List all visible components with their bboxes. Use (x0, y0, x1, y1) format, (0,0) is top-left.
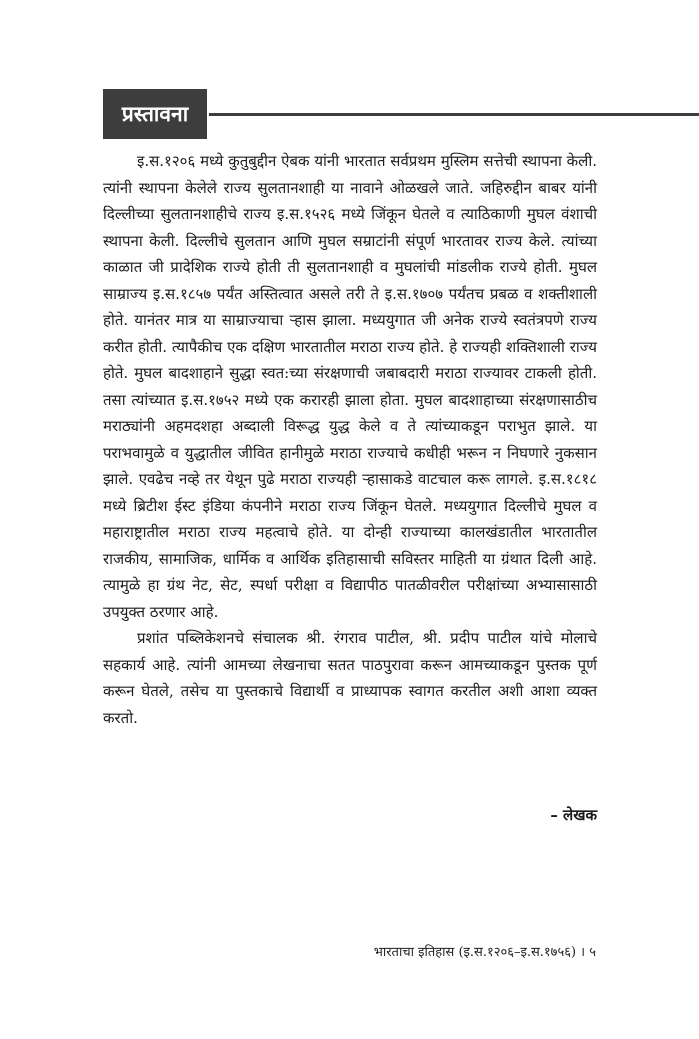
heading-divider (209, 113, 699, 116)
paragraph-acknowledgement: प्रशांत पब्लिकेशनचे संचालक श्री. रंगराव पाटील, श्री. प्रदीप पाटील यांचे मोलाचे सहकार्य आहे. त्यांनी आमच्या लेखनाचा सतत पाठपुरावा करून आमच्याकडून पुस्तक पूर्ण करून घेतले, तसेच या पुस्तकाचे विद्यार्थी व प्राध्यापक स्वागत करतील अशी आशा व्यक्त करतो. (103, 629, 597, 727)
section-heading (103, 89, 699, 139)
paragraph-history: इ.स.१२०६ मध्ये कुतुबुद्दीन ऐबक यांनी भारतात सर्वप्रथम मुस्लिम सत्तेची स्थापना केली. त्यांनी स्थापना केलेले राज्य सुलतानशाही या नावाने ओळखले जाते. जहिरुद्दीन बाबर यांनी दिल्लीच्या सुलतानशाहीचे राज्य इ.स.१५२६ मध्ये जिंकून घेतले व त्याठिकाणी मुघल वंशाची स्थापना केली. दिल्लीचे सुलतान आणि मुघल सम्राटांनी संपूर्ण भारतावर राज्य केले. त्यांच्या काळात जी प्रादेशिक राज्ये होती ती सुलतानशाही व मुघलांची मांडलीक राज्ये होती. मुघल साम्राज्य इ.स.१८५७ पर्यंत अस्तित्वात असले तरी ते इ.स.१७०७ पर्यंतच प्रबळ व शक्तीशाली होते. यानंतर मात्र या साम्राज्याचा ऱ्हास झाला. मध्ययुगात जी अनेक राज्ये स्वतंत्रपणे राज्य करीत होती. त्यापैकीच एक दक्षिण भारतातील मराठा राज्य होते. हे राज्यही शक्तिशाली राज्य होते. मुघल बादशाहाने सुद्धा स्वत:च्या संरक्षणाची जबाबदारी मराठा राज्यावर टाकली होती. तसा त्यांच्यात इ.स.१७५२ मध्ये एक करारही झाला होता. मुघल बादशाहाच्या संरक्षणासाठीच मराठ्यांनी अहमदशहा अब्दाली विरूद्ध युद्ध केले व ते त्यांच्याकडून पराभुत झाले. या पराभवामुळे व युद्धातील जीवित हानीमुळे मराठा राज्याचे कधीही भरून न निघणारे नुकसान झाले. एवढेच नव्हे तर येथून पुढे मराठा राज्यही ऱ्हासाकडे वाटचाल करू लागले. इ.स.१८१८ मध्ये ब्रिटीश ईस्ट इंडिया कंपनीने मराठा राज्य जिंकून घेतले. मध्ययुगात दिल्लीचे मुघल व महाराष्ट्रातील मराठा राज्य महत्वाचे होते. या दोन्ही राज्याच्या कालखंडातील भारतातील राजकीय, सामाजिक, धार्मिक व आर्थिक इतिहासाची सविस्तर माहिती या ग्रंथात दिली आहे. त्यामुळे हा ग्रंथ नेट, सेट, स्पर्धा परीक्षा व विद्यापीठ पातळीवरील परीक्षांच्या अभ्यासासाठी उपयुक्त ठरणार आहे. (103, 152, 597, 621)
preface-body (103, 148, 597, 731)
page-footer: भारताचा इतिहास (इ.स.१२०६–इ.स.१७५६) । ५ (373, 945, 596, 960)
section-title: प्रस्तावना (103, 89, 207, 139)
author-signature: – लेखक (550, 806, 597, 824)
